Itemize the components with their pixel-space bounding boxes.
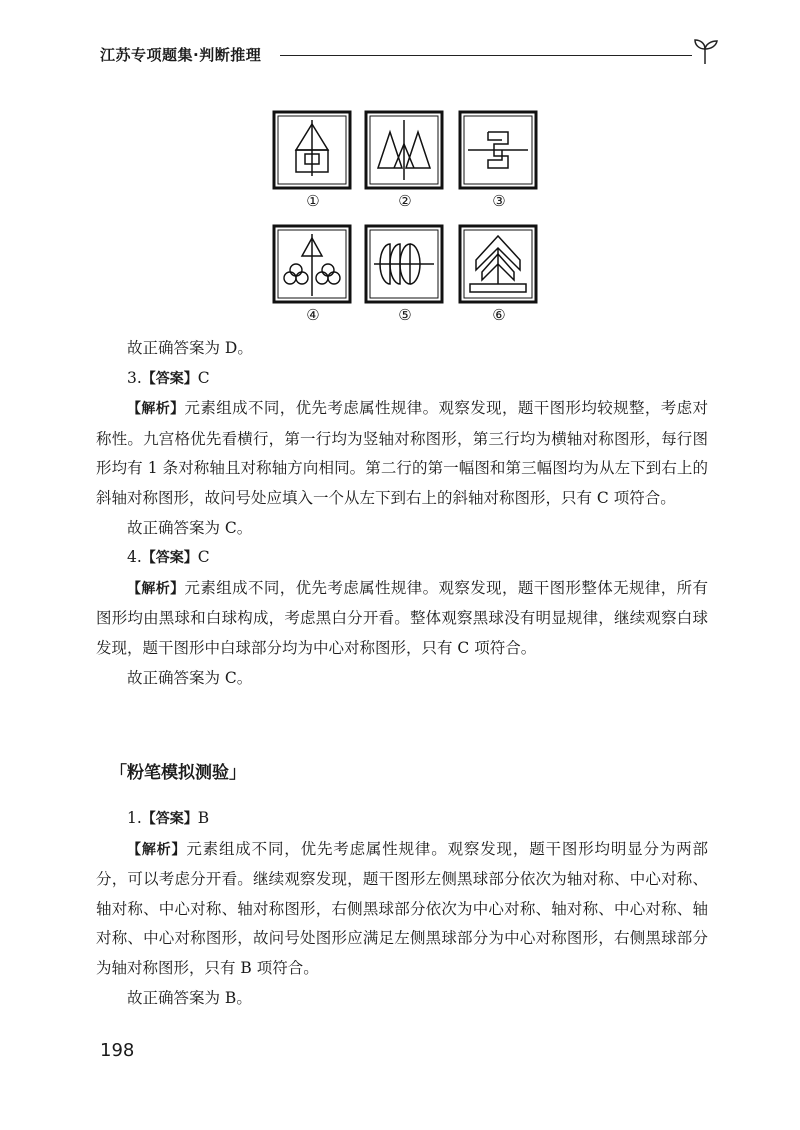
figure-6-drawing <box>458 224 538 304</box>
page-number: 198 <box>100 1040 135 1061</box>
figure-2-label: ② <box>398 192 412 210</box>
figure-2 <box>364 110 446 210</box>
q3-analysis-text: 元素组成不同，优先考虑属性规律。观察发现，题干图形均较规整，考虑对称性。九宫格优先看横行，第一行均为竖轴对称图形，第三行均为横轴对称图形，每行图形均有 1 条对称轴且对称轴方向相同。第二行的第一幅图和第三幅图均为从左下到右上的斜轴对称图形，故问号处应填入一个从左下到右上的斜轴对称图形，只有 C 项符合。 <box>96 399 708 507</box>
s1-analysis-label: 【解析】 <box>127 841 187 858</box>
header-title: 江苏专项题集·判断推理 <box>100 46 262 64</box>
answer-block-upper <box>96 334 708 693</box>
q3-analysis <box>96 394 708 513</box>
sprout-icon <box>690 36 720 66</box>
q3-answer: C <box>197 368 210 387</box>
q4-analysis <box>96 574 708 664</box>
q4-answer-line <box>96 543 708 574</box>
q3-analysis-label: 【解析】 <box>127 401 185 418</box>
q4-answer-label: 【答案】 <box>141 550 198 567</box>
figure-5-drawing <box>364 224 444 304</box>
figure-6 <box>458 224 540 324</box>
figure-1-label: ① <box>306 192 320 210</box>
figure-4-label: ④ <box>306 306 320 324</box>
s1-analysis-text: 元素组成不同，优先考虑属性规律。观察发现，题干图形均明显分为两部分，可以考虑分开看。继续观察发现，题干图形左侧黑球部分依次为轴对称、中心对称、轴对称、中心对称、轴对称图形，右侧黑球部分依次为中心对称、轴对称、中心对称、轴对称、中心对称图形，故问号处图形应满足左侧黑球部分为中心对称图形，右侧黑球部分为轴对称图形，只有 B 项符合。 <box>96 839 708 977</box>
q3-number: 3. <box>127 368 142 387</box>
figure-4 <box>272 224 354 324</box>
figure-3-drawing <box>458 110 538 190</box>
q4-number: 4. <box>127 548 142 567</box>
figure-5-label: ⑤ <box>398 306 412 324</box>
figure-3-label: ③ <box>492 192 506 210</box>
s1-conclusion: 故正确答案为 B。 <box>127 988 252 1007</box>
page-header <box>100 36 720 76</box>
section-title: 「粉笔模拟测验」 <box>110 763 246 783</box>
q3-answer-line <box>96 364 708 395</box>
s1-analysis <box>96 835 708 984</box>
s1-number: 1. <box>127 809 142 827</box>
s1-answer-label: 【答案】 <box>141 811 198 827</box>
figure-6-label: ⑥ <box>492 306 506 324</box>
answer-block-lower <box>96 804 708 1013</box>
s1-answer-line <box>96 804 708 835</box>
conclusion-d: 故正确答案为 D。 <box>127 339 253 357</box>
q4-analysis-label: 【解析】 <box>127 580 185 597</box>
figure-2-drawing <box>364 110 444 190</box>
figure-5 <box>364 224 446 324</box>
figure-3 <box>458 110 540 210</box>
q3-answer-label: 【答案】 <box>141 370 198 387</box>
figure-1-drawing <box>272 110 352 190</box>
figure-1 <box>272 110 354 210</box>
s1-answer: B <box>197 809 210 827</box>
q3-conclusion: 故正确答案为 C。 <box>127 518 253 537</box>
q4-analysis-text: 元素组成不同，优先考虑属性规律。观察发现，题干图形整体无规律，所有图形均由黑球和白球构成，考虑黑白分开看。整体观察黑球没有明显规律，继续观察白球发现，题干图形中白球部分均为中心对称图形，只有 C 项符合。 <box>96 578 708 657</box>
q4-conclusion: 故正确答案为 C。 <box>127 668 253 687</box>
q4-answer: C <box>197 548 210 567</box>
figure-4-drawing <box>272 224 352 304</box>
header-rule <box>280 55 692 56</box>
